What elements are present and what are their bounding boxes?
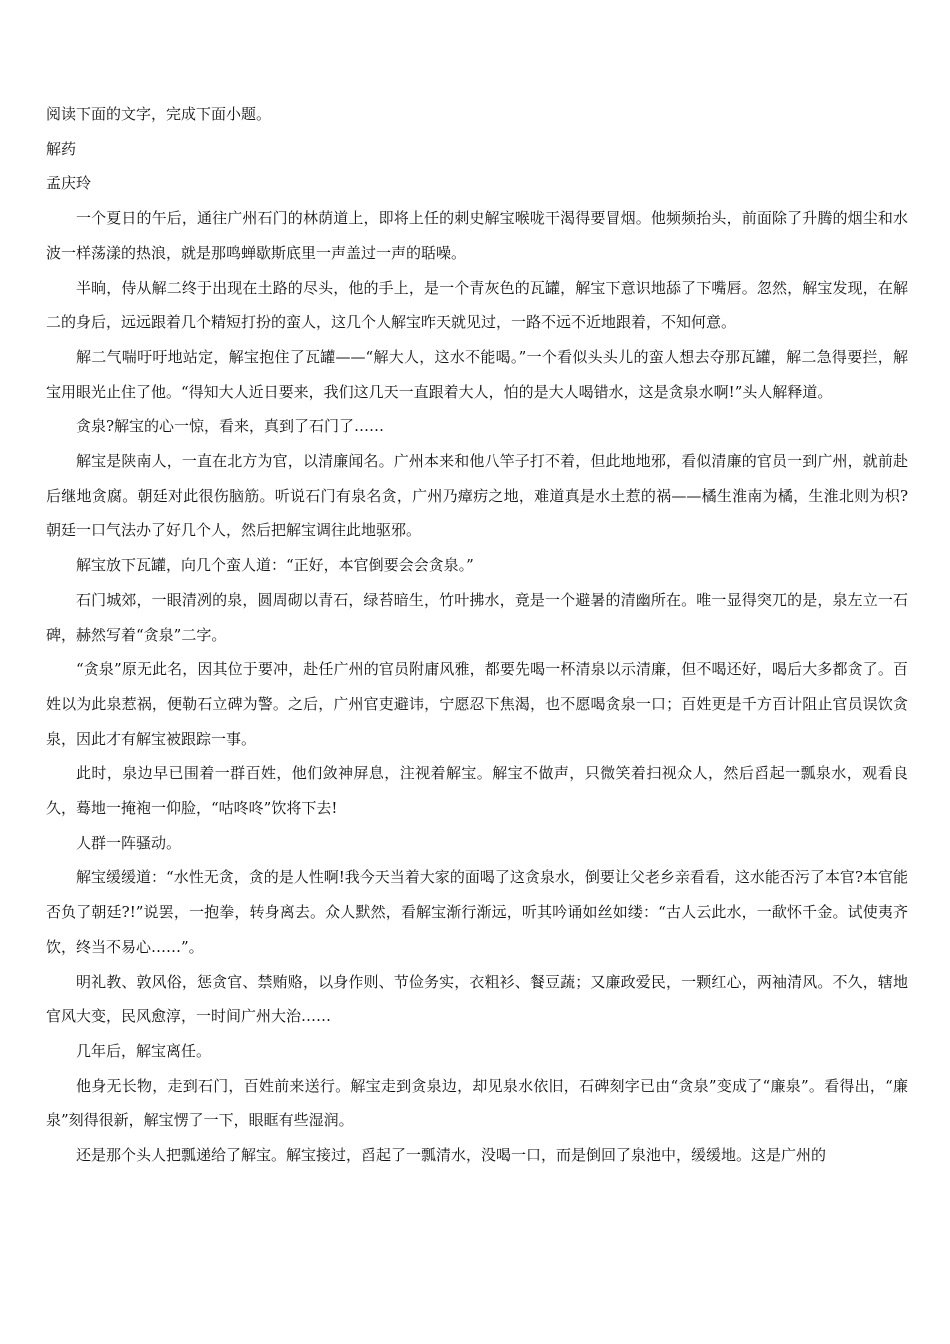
paragraph-12: 明礼教、敦风俗，惩贪官、禁贿赂，以身作则、节俭务实，衣粗衫、餐豆蔬；又廉政爱民，一颗红心，两袖清风。不久，辖地官风大变，民风愈淳，一时间广州大治…… bbox=[46, 972, 908, 1026]
paragraph-15: 还是那个头人把瓢递给了解宝。解宝接过，舀起了一瓢清水，没喝一口，而是倒回了泉池中，缓缓地。这是广州的 bbox=[76, 1146, 827, 1165]
paragraph-7: 石门城郊，一眼清冽的泉，圆周砌以青石，绿苔暗生，竹叶拂水，竟是一个避暑的清幽所在。唯一显得突兀的是，泉左立一石碑，赫然写着“贪泉”二字。 bbox=[46, 590, 908, 644]
paragraph-3: 解二气喘吁吁地站定，解宝抱住了瓦罐——“解大人，这水不能喝。”一个看似头头儿的蛮人想去夺那瓦罐，解二急得要拦，解宝用眼光止住了他。“得知大人近日要来，我们这几天一直跟着大人，怕的是大人喝错水，这是贪泉水啊!”头人解释道。 bbox=[46, 347, 908, 401]
story-author: 孟庆玲 bbox=[46, 174, 92, 193]
paragraph-10: 人群一阵骚动。 bbox=[76, 833, 182, 852]
document-body bbox=[46, 97, 908, 1173]
instruction-line: 阅读下面的文字，完成下面小题。 bbox=[46, 105, 272, 123]
paragraph-14: 他身无长物，走到石门，百姓前来送行。解宝走到贪泉边，却见泉水依旧，石碑刻字已由“贪泉”变成了“廉泉”。看得出，“廉泉”刻得很新，解宝愣了一下，眼眶有些湿润。 bbox=[46, 1076, 908, 1130]
paragraph-6: 解宝放下瓦罐，向几个蛮人道：“正好，本官倒要会会贪泉。” bbox=[76, 556, 474, 575]
paragraph-13: 几年后，解宝离任。 bbox=[76, 1041, 212, 1060]
paragraph-11: 解宝缓缓道：“水性无贪，贪的是人性啊!我今天当着大家的面喝了这贪泉水，倒要让父老乡亲看看，这水能否污了本官?本官能否负了朝廷?!”说罢，一抱拳，转身离去。众人默然，看解宝渐行渐远，听其吟诵如丝如缕：“古人云此水，一歃怀千金。试使夷齐饮，终当不易心……”。 bbox=[46, 868, 908, 956]
paragraph-1: 一个夏日的午后，通往广州石门的林荫道上，即将上任的刺史解宝喉咙干渴得要冒烟。他频频抬头，前面除了升腾的烟尘和水波一样荡漾的热浪，就是那鸣蝉歇斯底里一声盖过一声的聒噪。 bbox=[46, 209, 908, 262]
story-title: 解药 bbox=[46, 139, 77, 158]
paragraph-8: “贪泉”原无此名，因其位于要冲，赴任广州的官员附庸风雅，都要先喝一杯清泉以示清廉，但不喝还好，喝后大多都贪了。百姓以为此泉惹祸，便勒石立碑为警。之后，广州官吏避讳，宁愿忍下焦渴，也不愿喝贪泉一口；百姓更是千方百计阻止官员误饮贪泉，因此才有解宝被跟踪一事。 bbox=[46, 660, 908, 748]
paragraph-9: 此时，泉边早已围着一群百姓，他们敛神屏息，注视着解宝。解宝不做声，只微笑着扫视众人，然后舀起一瓢泉水，观看良久，蓦地一掩袍一仰脸，“咕咚咚”饮将下去! bbox=[46, 764, 908, 818]
paragraph-5: 解宝是陕南人，一直在北方为官，以清廉闻名。广州本来和他八竿子打不着，但此地地邪，看似清廉的官员一到广州，就前赴后继地贪腐。朝廷对此很伤脑筋。听说石门有泉名贪，广州乃瘴疠之地，难道真是水土惹的祸——橘生淮南为橘，生淮北则为枳?朝廷一口气法办了好几个人，然后把解宝调往此地驱邪。 bbox=[46, 452, 908, 540]
paragraph-4: 贪泉?解宝的心一惊，看来，真到了石门了…… bbox=[76, 417, 385, 436]
paragraph-2: 半晌，侍从解二终于出现在土路的尽头，他的手上，是一个青灰色的瓦罐，解宝下意识地舔了下嘴唇。忽然，解宝发现，在解二的身后，远远跟着几个精短打扮的蛮人，这几个人解宝昨天就见过，一路不远不近地跟着，不知何意。 bbox=[46, 278, 908, 332]
